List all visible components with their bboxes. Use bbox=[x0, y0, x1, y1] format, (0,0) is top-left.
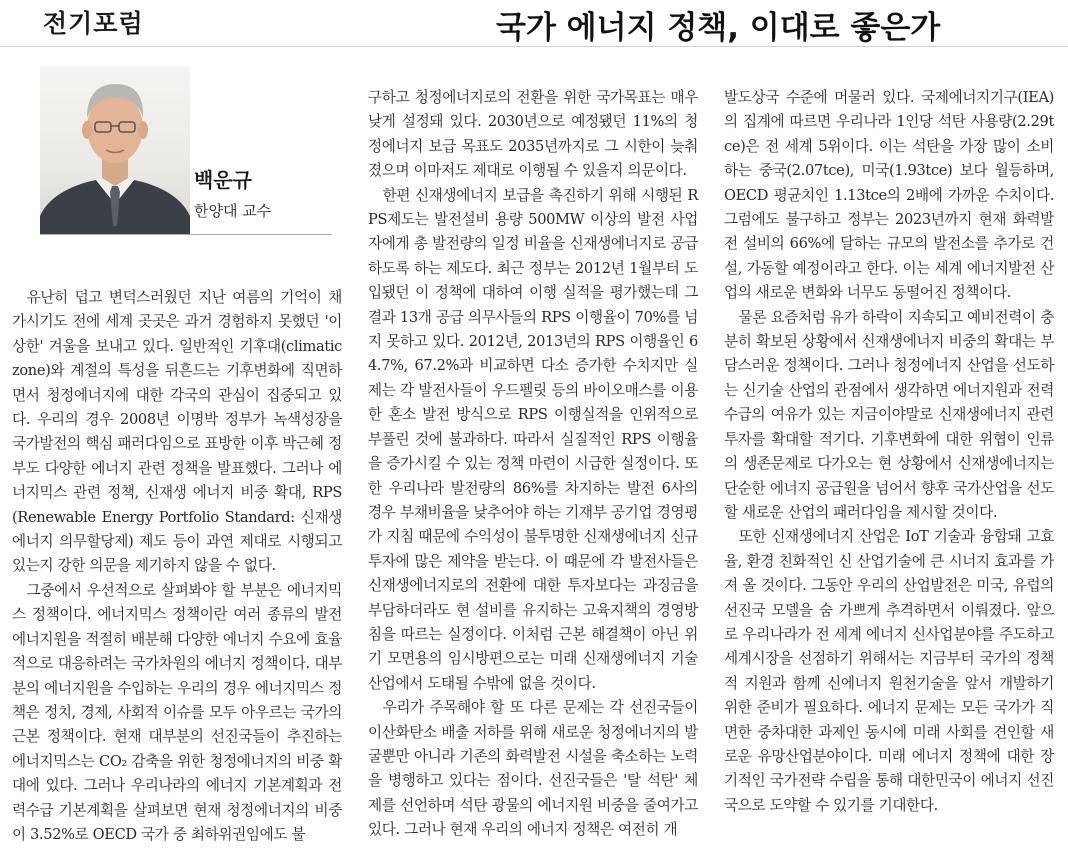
paragraph: 물론 요즘처럼 유가 하락이 지속되고 예비전력이 충분히 확보된 상황에서 신재생에너지 비중의 확대는 부담스러운 정책이다. 그러나 청정에너지 산업을 선도하는 신기술 산업의 관점에서 생각하면 에너지원과 전력 수급의 여유가 있는 지금이야말로 신재생에너지 관련 투자를 확대할 적기다. 기후변화에 대한 위협이 인류의 생존문제로 다가오는 현 상황에서 신재생에너지는 단순한 에너지 공급원을 넘어서 향후 국가산업을 선도할 새로운 산업의 패러다임을 제시할 것이다. bbox=[724, 308, 1054, 521]
paragraph: 유난히 덥고 변덕스러웠던 지난 여름의 기억이 채 가시기도 전에 세계 곳곳은 과거 경험하지 못했던 '이상한' 겨울을 보내고 있다. 일반적인 기후대(climatic zone)와 계절의 특성을 뒤흔드는 기후변화에 직면하면서 청정에너지에 대한 각국의 관심이 집중되고 있다. 우리의 경우 2008년 이명박 정부가 녹색성장을 국가발전의 핵심 패러다임으로 표방한 이후 박근혜 정부도 다양한 에너지 관련 정책을 발표했다. 그러나 에너지믹스 관련 정책, 신재생 에너지 비중 확대, RPS (Renewable Energy Portfolio Standard: 신재생에너지 의무할당제) 제도 등이 과연 제대로 시행되고 있는지 강한 의문을 제기하지 않을 수 없다. bbox=[12, 289, 342, 575]
column-name: 전기포럼 bbox=[43, 9, 144, 38]
author-photo bbox=[40, 66, 190, 234]
headline: 국가 에너지 정책, 이대로 좋은가 bbox=[496, 10, 941, 46]
paragraph: 한편 신재생에너지 보급을 촉진하기 위해 시행된 RPS제도는 발전설비 용량 500MW 이상의 발전 사업자에게 총 발전량의 일정 비율을 신재생에너지로 공급하도록 하는 제도다. 최근 정부는 2012년 1월부터 도입됐던 이 정책에 대하여 이행 실적을 평가했는데 그 결과 13개 공급 의무사들의 RPS 이행율이 70%를 넘지 못하고 있다. 2012년, 2013년의 RPS 이행율인 64.7%, 67.2%과 비교하면 다소 증가한 수치지만 실제는 각 발전사들이 우드펠릿 등의 바이오매스를 이용한 혼소 발전 방식으로 RPS 이행실적을 인위적으로 부풀린 것에 불과하다. 따라서 실질적인 RPS 이행율을 증가시킬 수 있는 정책 마련이 시급한 실정이다. 또한 우리나라 발전량의 86%를 차지하는 발전 6사의 경우 부채비율을 낮추어야 하는 기재부 공기업 경영평가 지침 때문에 수익성이 불투명한 신재생에너지 신규투자에 많은 제약을 받는다. 이 때문에 각 발전사들은 신재생에너지로의 전환에 대한 투자보다는 과징금을 부담하더라도 현 설비를 유지하는 고육지책의 경영방침을 따르는 실정이다. 이처럼 근본 해결책이 아닌 위기 모면용의 임시방편으로는 미래 신재생에너지 기술 산업에서 도태될 수밖에 없을 것이다. bbox=[368, 186, 698, 692]
paragraph: 구하고 청정에너지로의 전환을 위한 국가목표는 매우 낮게 설정돼 있다. 2030년으로 예정됐던 11%의 청정에너지 보급 목표도 2035년까지로 그 시한이 늦춰졌으며 이마저도 제대로 이행될 수 있을지 의문이다. bbox=[368, 89, 698, 180]
author-name: 백운규 bbox=[194, 168, 252, 192]
article-column-3 bbox=[724, 86, 1054, 818]
header-divider bbox=[0, 46, 1068, 47]
paragraph: 또한 신재생에너지 산업은 IoT 기술과 융합돼 고효율, 환경 친화적인 신 산업기술에 큰 시너지 효과를 가져 올 것이다. 그동안 우리의 산업발전은 미국, 유럽의 선진국 모델을 숨 가쁘게 추격하면서 이뤄졌다. 앞으로 우리나라가 전 세계 에너지 신사업분야를 주도하고 세계시장을 선점하기 위해서는 지금부터 국가의 정책적 지원과 함께 신에너지 원천기술을 앞서 개발하기 위한 준비가 필요하다. 에너지 문제는 모든 국가가 직면한 중차대한 과제인 동시에 미래 사회를 견인할 새로운 유망산업분야이다. 미래 에너지 정책에 대한 장기적인 국가전략 수립을 통해 대한민국이 에너지 선진국으로 도약할 수 있기를 기대한다. bbox=[724, 528, 1054, 814]
paragraph: 그중에서 우선적으로 살펴봐야 할 부분은 에너지믹스 정책이다. 에너지믹스 정책이란 여러 종류의 발전 에너지원을 적절히 배분해 다양한 에너지 수요에 효율적으로 대응하려는 국가차원의 에너지 정책이다. 대부분의 에너지원을 수입하는 우리의 경우 에너지믹스 정책은 정치, 경제, 사회적 이슈를 모두 아우르는 국가의 근본 정책이다. 현재 대부분의 선진국들이 추진하는 에너지믹스는 CO₂ 감축을 위한 청정에너지의 비중 확대에 있다. 그러나 우리나라의 에너지 기본계획과 전력수급 기본계획을 살펴보면 현재 청정에너지의 비중이 3.52%로 OECD 국가 중 최하위권임에도 불 bbox=[12, 581, 342, 843]
author-title: 한양대 교수 bbox=[194, 202, 272, 220]
paragraph: 발도상국 수준에 머물러 있다. 국제에너지기구(IEA)의 집계에 따르면 우리나라 1인당 석탄 사용량(2.29tce)은 전 세계 5위이다. 이는 석탄을 가장 많이 소비하는 중국(2.07tce), 미국(1.93tce) 보다 월등하며, OECD 평균치인 1.13tce의 2배에 가까운 수치이다. 그럼에도 불구하고 정부는 2023년까지 현재 화력발전 설비의 66%에 달하는 규모의 발전소를 추가로 건설, 가동할 예정이라고 한다. 이는 세계 에너지발전 산업의 새로운 변화와 너무도 동떨어진 정책이다. bbox=[724, 89, 1054, 302]
article-column-2 bbox=[368, 86, 698, 843]
author-divider bbox=[40, 234, 332, 235]
paragraph: 우리가 주목해야 할 또 다른 문제는 각 선진국들이 이산화탄소 배출 저하를 위해 새로운 청정에너지의 발굴뿐만 아니라 기존의 화력발전 시설을 축소하는 노력을 병행하고 있다는 점이다. 선진국들은 '탈 석탄' 체제를 선언하며 석탄 광물의 에너지원 비중을 줄여가고 있다. 그러나 현재 우리의 에너지 정책은 여전히 개 bbox=[368, 699, 698, 839]
article-column-1 bbox=[12, 286, 342, 847]
